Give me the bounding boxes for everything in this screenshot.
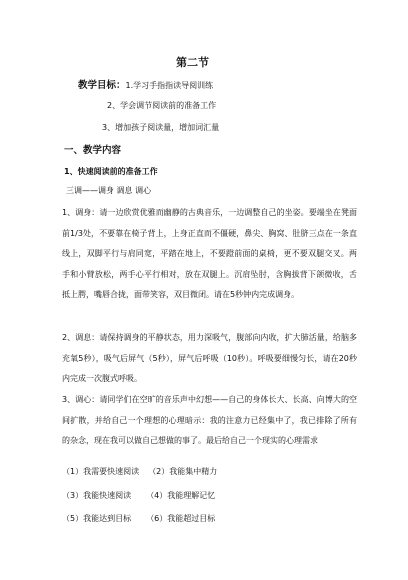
- paragraph-breath-adjustment: 2、调息：请保持调身的平静状态，用力深吸气，腹部向内收，扩大肺活量，给脑多充氧5秒），吸气后屏气（5秒），屏气后呼吸（10秒）。呼吸要细慢匀长，请在20秒内完成一次腹式呼吸。: [62, 333, 357, 383]
- option-1: （1）我需要快速阅读: [62, 467, 140, 476]
- option-row-1: [62, 466, 217, 477]
- objective-line-1: [78, 81, 213, 91]
- objective-item-1: 1.学习手指指读导阅训练: [125, 81, 214, 90]
- option-5: （5）我能达到目标: [62, 514, 132, 523]
- page-title: 第二节: [176, 56, 209, 69]
- paragraph-mind-adjustment: 3、调心：请同学们在空旷的音乐声中幻想——自己的身体长大、长高、向博大的空间扩散，并给自己一个理想的心理暗示：我的注意力已经集中了，我已排除了所有的杂念，现在我可以做自己想做的事了。最后给自己一个现实的心理需求: [62, 395, 357, 445]
- objective-item-3: 3、增加孩子阅读量，增加词汇量: [102, 123, 220, 132]
- subsection-heading: 1、快速阅读前的准备工作: [64, 167, 158, 176]
- option-row-2: [62, 490, 215, 501]
- objective-item-2: 2、学会调节阅读前的准备工作: [107, 101, 217, 110]
- option-2: （2）我能集中精力: [148, 467, 218, 476]
- option-3: （3）我能快速阅读: [62, 491, 132, 500]
- paragraph-body-adjustment: 1、调身：请一边欣赏优雅而幽静的古典音乐，一边调整自己的坐姿。要端坐在凳面前1/3处，不要靠在椅子背上，上身正直而不僵硬，鼻尖、胸窝、肚脐三点在一条直线上，双脚平行与肩同宽，平踏在地上，不要蹬前面的桌椅，更不要双腿交叉。两手和小臂放松，两手心平行相对，放在双腿上。沉肩坠肘，含胸拔背下颌微收，舌抵上腭，嘴唇合拢，面带笑容，双目微闭。请在5秒钟内完成调身。: [62, 208, 357, 299]
- option-row-3: [62, 513, 215, 524]
- option-4: （4）我能理解记忆: [146, 491, 216, 500]
- subsection-subtitle: 三调——调身 调息 调心: [66, 186, 152, 195]
- option-6: （6）我能超过目标: [146, 514, 216, 523]
- section-heading: 一、教学内容: [64, 145, 122, 156]
- objectives-label: 教学目标：: [78, 80, 126, 91]
